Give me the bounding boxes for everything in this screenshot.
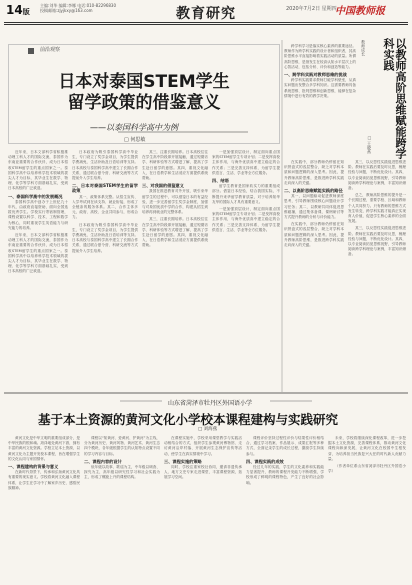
subheading: 三、课程实施的策略 [164, 458, 202, 464]
subheading: 二、日本对泰国STEM学生的留学政策 [72, 183, 138, 194]
paragraph: 总之，教师高阶思维的提升是一个长期过程，需要学校、区域和教师个人共同努力。只有教师的思维方式发生转变，跨学科实践才能真正实现育人价值，促进学生核心素养的全面发展。 [348, 193, 406, 224]
subheading: 二、课程内容的设计 [84, 458, 122, 464]
paragraph: 近年来，日本文部科学省积极推动理工科人才的国际交流，泰国作为东南亚重要的合作伙伴，成为日本招收STEM留学生的重点国家之一。泰国科学高中以培养科学技术领域的拔尖人才为目标，其毕业生在数学、物理、化学等学科方面基础扎实，受到日本高校的广泛欢迎。 [8, 233, 68, 274]
paragraph: 留学生教育是国家软实力的重要组成部分。借鉴日本经验，结合我国实际，不断提升来华留学教育质量，对于培养知华友华的国际人才具有重要意义。 [212, 184, 280, 204]
paragraph: 未来，学校将继续深化课程改革，进一步挖掘本土文化资源，完善课程体系，推动黄河文化课程向纵深发展，让黄河文化在校园中生根发芽，为培养担当民族复兴大任的时代新人贡献力量。 [328, 436, 406, 461]
paragraph: 一是加强顶层设计，制定面向重点国家的STEM留学生专项计划；二是发挥高校主体作用，与海外优质高中建立稳定的合作关系；三是完善支持体系，为留学生提供语言、生活、学业等全方位服务。 [212, 150, 280, 175]
bottom-author: □ 刘海燕 [198, 427, 218, 432]
paragraph: 经过几年的实践，学生的文化素养和实践能力显著提升，教师的课程开发能力不断增强，学校形成了鲜明的课程特色，产生了良好的社会影响。 [246, 465, 324, 485]
bottom-column-d [246, 436, 324, 580]
paragraph: 其三，注重长期培养。日本高校往往在学生高中阶段即开展接触，通过短期访学、科研体验等方式增进了解，提高了学生赴日留学的意愿。其四，重视文化融入，在日语教学和生活适应方面提供系统帮助。 [142, 217, 208, 248]
subheading: 一、泰国科学高中的发展概况 [8, 193, 63, 199]
paragraph: 在实践中，部分教师仍停留在知识拼盘式的浅层整合，缺乏对学科本质和问题逻辑的深入思考。因此，提升教师高阶思维，是推进跨学科实践走向深入的关键。 [284, 160, 344, 185]
paragraph: 日本政府为吸引泰国科学高中毕业生，专门设立了奖学金项目，为学生提供学费减免、生活补助及日语培训等支持。日本高校与泰国科学高中建立了长期合作关系，通过联合夏令营、科研交流等方式提前介入学生培养。 [72, 150, 138, 181]
paragraph: 课程评价坚持过程性评价与结果性评价相结合，通过学习档案、作品展示、成果汇报等多种方式，全面记录学生的成长过程，激励学生持续参与。 [246, 436, 324, 456]
lead-tag: 前沿观察 [40, 47, 61, 53]
side-title: 以教师高阶思维赋能跨学科实践 [382, 38, 407, 159]
paragraph: 一是加强顶层设计，制定面向重点国家的STEM留学生专项计划；二是发挥高校主体作用，与海外优质高中建立稳定的合作关系；三是完善支持体系，为留学生提供语言、生活、学业等全方位服务。 [212, 207, 280, 232]
issue-date: 2020年7月2日 星期四 [286, 6, 337, 12]
paragraph: 其三，注重长期培养。日本高校往往在学生高中阶段即开展接触，通过短期访学、科研体验等方式增进了解，提高了学生赴日留学的意愿。其四，重视文化融入，在日语教学和生活适应方面提供系统帮助。 [142, 150, 208, 181]
bottom-kicker: 山东省菏泽市牡丹区外国语小学 [168, 400, 253, 407]
subheading: 三、对我国的借鉴意义 [142, 183, 184, 189]
paragraph: 其一，以问题驱动促进教师深度思考，引导教师围绕核心问题设计学习任务；其二，以教研共同体促进思维碰撞，通过集体备课、课例研讨等方式提升教师的分析与评价能力。 [284, 194, 344, 220]
bottom-column-e [328, 436, 406, 580]
subheading: 二、以高阶思维赋能实践的路径 [284, 188, 343, 194]
lead-title-line2: 留学政策的借鉴意义 [67, 93, 221, 113]
section-title: 教育研究 [176, 6, 236, 22]
paragraph: 日本政府为吸引泰国科学高中毕业生，专门设立了奖学金项目，为学生提供学费减免、生活补助及日语培训等支持。日本高校与泰国科学高中建立了长期合作关系，通过联合夏令营、科研交流等方式提前介入学生培养。 [72, 222, 138, 253]
page-number: 14版 [6, 3, 30, 17]
bottom-title: 基于本土资源的黄河文化小学校本课程建构与实践研究 [38, 412, 339, 427]
paragraph: 在课程实施中，学校采用课堂教学与实践活动相结合的方式，组织学生参观黄河博物馆、走访黄河沿岸村落、开展黄河生态保护宣传等活动，使学生在真实情境中学习。 [164, 436, 242, 456]
side-author: □ 王晓燕 [367, 135, 372, 154]
paragraph: 其三，以反思性实践促进思维进阶。教师在实践后要及时反思，梳理经验与问题，不断优化设计。其四，以专业阅读拓宽思维视野，引导教师阅读跨学科理论与案例，丰富知识储备。 [348, 160, 406, 191]
email-line: 投稿邮箱:zjyjkxy@163.com [40, 8, 93, 13]
paragraph: （作者单位系山东省菏泽市牡丹区外国语小学） [328, 464, 406, 474]
bottom-column-b [84, 436, 160, 580]
paragraph: 在实践中，部分教师仍停留在知识拼盘式的浅层整合，缺乏对学科本质和问题逻辑的深入思考。因此，提升教师高阶思维，是推进跨学科实践走向深入的关键。 [284, 222, 344, 248]
paragraph: 泰国科学高中创办于上世纪九十年代，由政府直接资助，面向全国选拔优秀学生。学校实行寄宿制管理，课程设置以科学、技术、工程和数学为核心，同时重视学生英语能力与研究能力的培养。 [8, 199, 68, 230]
paragraph: 同时，学校注重家校社协同，邀请非遗传承人、地方文史专家走进课堂，丰富课程资源，拓展学习空间。 [164, 465, 242, 480]
editor-line: 主编:刘华 编辑:李娜 电话:010-82296830 [40, 3, 117, 8]
paragraph: 在新时代背景下，传承和弘扬黄河文化具有重要的现实意义。学校将黄河文化融入课程体系，让学生在学习中了解家乡历史、感悟民族精神。 [8, 470, 80, 490]
newspaper-logo: 中国教师报 [335, 6, 385, 17]
bottom-column-a [8, 436, 80, 580]
paragraph: 课程以“知黄河、爱黄河、护黄河”为主线，分为黄河历史、黄河风物、黄河艺术、黄河生态四个模块，各年级根据学生的认知特点设置不同的学习内容与目标。 [84, 436, 160, 456]
subheading: 四、结语 [212, 178, 229, 184]
lead-title-line1: 日本对泰国STEM学生 [58, 72, 230, 92]
subheading: 一、课程建构的背景与意义 [8, 464, 59, 470]
subheading: 一、跨学科实践对教师思维的挑战 [284, 72, 347, 78]
paragraph: 近年来，日本文部科学省积极推动理工科人才的国际交流，泰国作为东南亚重要的合作伙伴，成为日本招收STEM留学生的重点国家之一。泰国科学高中以培养科学技术领域的拔尖人才为目标，其毕业生在数学、物理、化学等学科方面基础扎实，受到日本高校的广泛欢迎。 [8, 150, 68, 191]
lead-author: □ 何思敏 [124, 137, 146, 143]
paragraph: 黄河文化是中华文明的重要组成部分，是中华民族的根和魂。菏泽地处黄河下游，拥有丰富的黄河文化资源。学校立足本土资源，以黄河文化为主题开发校本课程，旨在增强学生的文化认同与家国情怀。 [8, 436, 80, 461]
lead-subtitle: ——以泰国科学高中为例 [90, 123, 178, 132]
paragraph: 其一，政策体系完整。从招生宣传、入学考试到在读支持、就业衔接，形成了全链条的服务体系。其二，合作主体多元，政府、高校、企业共同参与，形成合力。 [72, 194, 138, 220]
paragraph: 低年级以故事、歌谣为主，中年级以调查、探究为主，高年级以研究性学习和社会实践为主，形成了螺旋上升的课程结构。 [84, 465, 160, 480]
subheading: 四、课程实践的成效 [246, 458, 284, 464]
paragraph: 其三，以反思性实践促进思维进阶。教师在实践后要及时反思，梳理经验与问题，不断优化设计。其四，以专业阅读拓宽思维视野，引导教师阅读跨学科理论与案例，丰富知识储备。 [348, 226, 406, 257]
paragraph: 跨学科实践要求教师打破学科壁垒，从真实问题出发整合多学科知识。这需要教师具备系统思维、批判思维和创新思维，能够在复杂情境中进行有效的教学决策。 [284, 78, 356, 98]
paragraph: 我国在推进教育对外开放、吸引来华留学生的过程中，可以借鉴日本的有益经验，进一步完善留学生奖学金制度，加强与对象国优质中学的合作，构建从招生到培养再到就业的完整体系。 [142, 189, 208, 215]
side-tag: 教师成长 [361, 40, 366, 56]
bottom-column-c [164, 436, 242, 580]
paragraph: 跨学科学习是落实核心素养的重要途径。教师作为跨学科实践的设计者和组织者，其高阶思维水平直接影响着实践活动的质量。所谓高阶思维，是指发生在较高认知水平层次上的心智活动，包括分析、评价和创造等能力。 [284, 44, 356, 69]
